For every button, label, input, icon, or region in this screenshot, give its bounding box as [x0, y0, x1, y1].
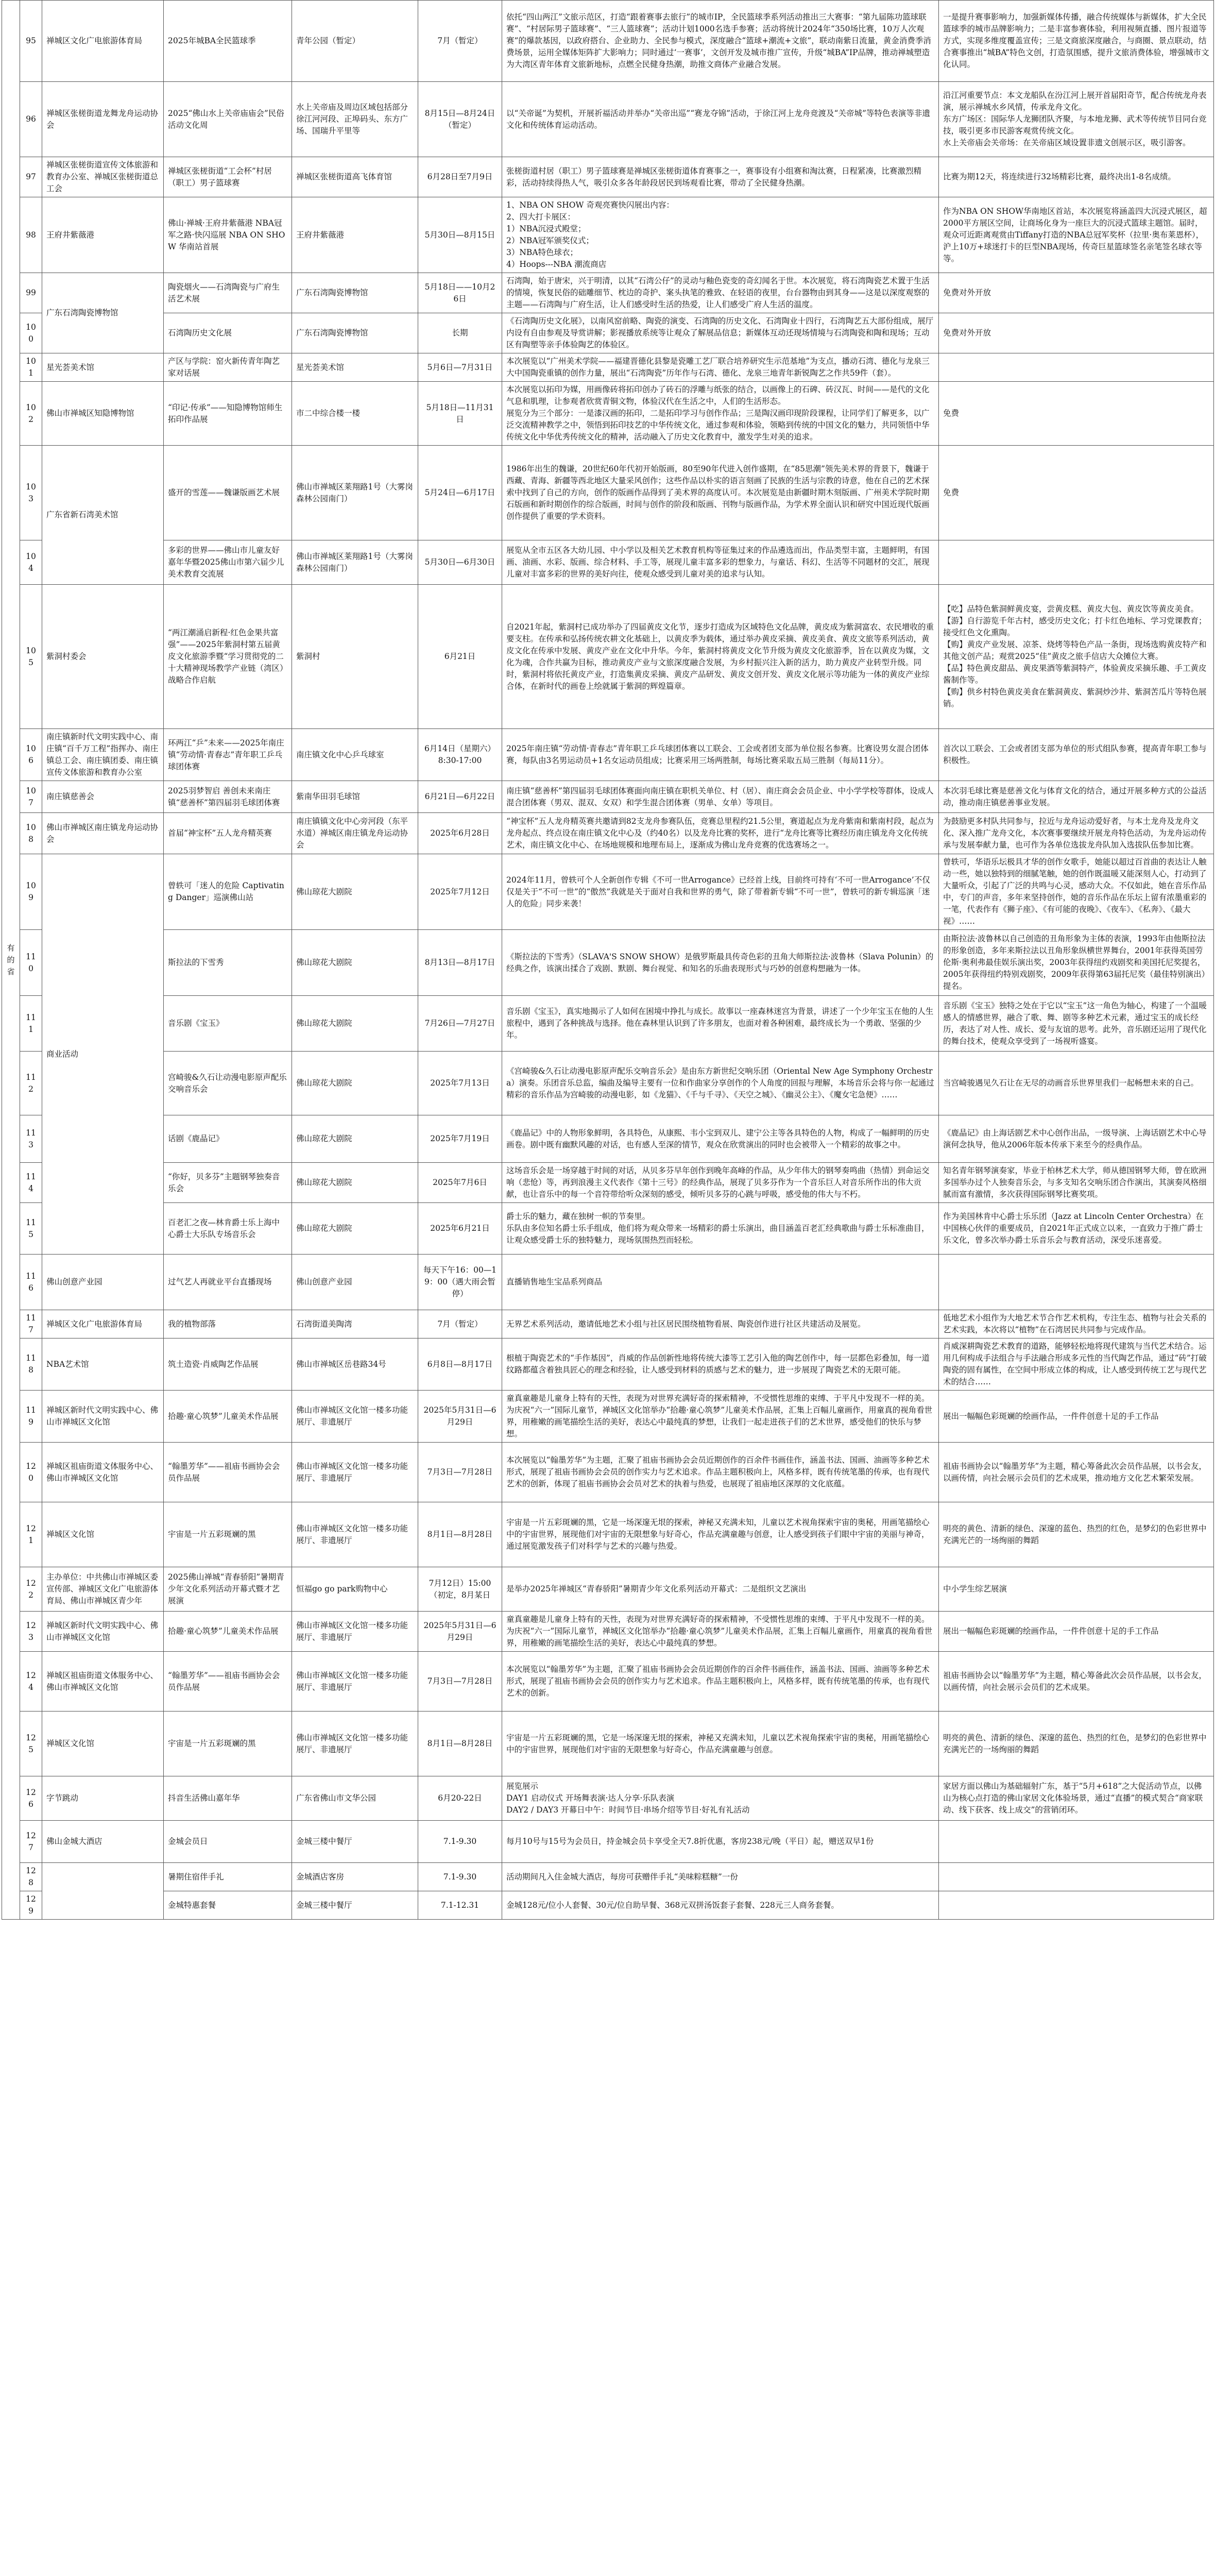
highlight-cell: [939, 1255, 1214, 1310]
table-row: [2, 382, 1214, 446]
venue-cell: 佛山琼花大剧院: [292, 1115, 418, 1163]
venue-cell: 佛山市禅城区莱翔路1号（大雾岗森林公园南门）: [292, 540, 418, 585]
venue-cell: 广东石湾陶瓷博物馆: [292, 313, 418, 353]
activity-title-cell: 斯拉法的下雪秀: [164, 930, 292, 996]
table-row: [2, 729, 1214, 781]
table-row: [2, 1203, 1214, 1255]
venue-cell: 佛山琼花大剧院: [292, 996, 418, 1052]
row-number-cell: 98: [20, 197, 42, 273]
organizer-cell: 南庄镇慈善会: [42, 781, 164, 813]
highlight-cell: 免费: [939, 382, 1214, 446]
activity-title-cell: “印记·传承”——知隐博物馆师生拓印作品展: [164, 382, 292, 446]
description-cell: 依托“四山两江”文旅示范区，打造“跟着赛事去旅行”的城市IP，全民篮球季系列活动推出三大赛事：“第九届陈功篮球联赛”、“村居际男子篮球赛”、“三人篮球赛”；活动计划1000名选手参赛；活动将统计2024年“350场比赛，10万人次观赛”的爆款基因，以政府搭台、企业助力、全民参与模式，深度融合“篮球+潮流+文旅”，联动南紫日流量，黄金消费季消费场景，运用全媒体矩阵扩大影响力；同时通过‘一赛事’，文创开发及城市推广宣传，升级“城BA”IP品牌，推动禅城塑造为大湾区青年体育文旅新地标，点燃全民健身热潮，助推文商体产业融合发展。: [502, 1, 939, 82]
description-cell: 活动期间凡入住金城大酒店，每房可获赠伴手礼“美味粽糕糖”一份: [502, 1863, 939, 1891]
table-row: [2, 930, 1214, 996]
table-row: [2, 540, 1214, 585]
date-cell: 7月（暂定）: [418, 1310, 502, 1338]
highlight-cell: 祖庙书画协会以“翰墨芳华”为主题，精心筹备此次会员作品展，以书会友，以画传情，向社会展示会员们的艺术成果。: [939, 1652, 1214, 1711]
activity-table: [2, 0, 1214, 1920]
table-row: [2, 1163, 1214, 1203]
description-cell: “神宝杯”五人龙舟精英赛共邀请到82支龙舟参赛队伍，竞赛总里程约21.5公里，赛道起点为龙舟紫南和紫南村段，起点为龙舟起点、终点设在南庄镇文化中心及（约40名）以及龙舟比赛的奖杯，进行“龙舟比赛等比赛经历南庄镇龙舟文化传统艺术，南庄镇文化中心、在场地规模和地理布局上，逐渐成为佛山龙舟竞赛的优选赛场之一。: [502, 813, 939, 854]
organizer-cell: 商业活动: [42, 854, 164, 1255]
date-cell: 5月30日—6月30日: [418, 540, 502, 585]
date-cell: 2025年5月31日—6月29日: [418, 1391, 502, 1443]
organizer-cell: 字节跳动: [42, 1776, 164, 1821]
highlight-cell: 作为美国林肯中心爵士乐乐团（Jazz at Lincoln Center Orchestra）在中国核心伙伴的重要成员，自2021年正式成立以来，一直致力于推广爵士乐文化，曾多次举办爵士乐音乐会与教育活动，深受乐迷喜爱。: [939, 1203, 1214, 1255]
highlight-cell: [939, 1863, 1214, 1891]
venue-cell: 佛山琼花大剧院: [292, 854, 418, 930]
highlight-cell: 本次羽毛球比赛是慈善文化与体育文化的结合，通过开展多种方式的公益活动，推动南庄镇慈善事业发展。: [939, 781, 1214, 813]
date-cell: 2025年6月21日: [418, 1203, 502, 1255]
activity-title-cell: 宫崎骏&久石让动漫电影原声配乐交响音乐会: [164, 1052, 292, 1115]
organizer-cell: 佛山市禅城区知隐博物馆: [42, 382, 164, 446]
activity-title-cell: 陶瓷烟火——石湾陶瓷与广府生活艺术展: [164, 273, 292, 313]
venue-cell: 佛山市禅城区文化馆一楼多功能展厅、非遗展厅: [292, 1443, 418, 1502]
table-row: [2, 446, 1214, 540]
highlight-cell: 当宫崎骏遇见久石让在无尽的动画音乐世界里我们一起畅想未来的自己。: [939, 1052, 1214, 1115]
row-number-cell: 117: [20, 1310, 42, 1338]
activity-title-cell: 抖音生活佛山嘉年华: [164, 1776, 292, 1821]
activity-title-cell: “你好，贝多芬”主题钢琴独奏音乐会: [164, 1163, 292, 1203]
row-number-cell: 121: [20, 1502, 42, 1567]
highlight-cell: 展出一幅幅色彩斑斓的绘画作品，一件件创意十足的手工作品: [939, 1612, 1214, 1652]
row-number-cell: 125: [20, 1711, 42, 1776]
activity-title-cell: 2025羽梦智启 善创未来南庄镇“慈善杯”第四届羽毛球团体赛: [164, 781, 292, 813]
highlight-cell: 展出一幅幅色彩斑斓的绘画作品，一件件创意十足的手工作品: [939, 1391, 1214, 1443]
date-cell: 6月8日—8月17日: [418, 1338, 502, 1391]
row-number-cell: 97: [20, 157, 42, 197]
date-cell: 5月18日——10月26日: [418, 273, 502, 313]
table-row: [2, 1443, 1214, 1502]
description-cell: 宇宙是一片五彩斑斓的黑，它是一场深邃无垠的探索，神秘又充满未知，儿童以艺术视角探索宇宙的奥秘，用画笔描绘心中的宇宙世界，展现他们对宇宙的无限想象与好奇心，作品充满童趣与创意，让人感受到孩子们眼中宇宙的美丽与神奇，通过展览激发孩子们对科学与艺术的兴趣与热爱。: [502, 1502, 939, 1567]
description-cell: 爵士乐的魅力，藏在独树一帜的节奏里。 乐队由多位知名爵士乐手组成，他们将为观众带来一场精彩的爵士乐演出，曲目涵盖百老汇经典歌曲与爵士乐标准曲目，让观众感受爵士乐的独特魅力，现场氛围热烈而轻松。: [502, 1203, 939, 1255]
venue-cell: 星光荟美术馆: [292, 353, 418, 382]
description-cell: 根植于陶瓷艺术的“手作基因”，肖威的作品创新性地将传统大漆等工艺引入他的陶艺创作中，每一层都色彩叠加，每一道纹路都蕴含着独具匠心的理念和经验，让人感受到材料的质感与艺术的魅力，进一步展现了陶瓷艺术的无限可能。: [502, 1338, 939, 1391]
activity-title-cell: 过气艺人再就业平台直播现场: [164, 1255, 292, 1310]
date-cell: 2025年7月6日: [418, 1163, 502, 1203]
table-row: [2, 1, 1214, 82]
row-number-cell: 119: [20, 1391, 42, 1443]
date-cell: 6月28日至7月9日: [418, 157, 502, 197]
activity-title-cell: “翰墨芳华”——祖庙书画协会会员作品展: [164, 1652, 292, 1711]
table-row: [2, 1502, 1214, 1567]
activity-title-cell: 话剧《鹿晶记》: [164, 1115, 292, 1163]
venue-cell: 石湾街道美陶湾: [292, 1310, 418, 1338]
venue-cell: 佛山市禅城区文化馆一楼多功能展厅、非遗展厅: [292, 1711, 418, 1776]
activity-title-cell: 筑土造瓷·肖威陶艺作品展: [164, 1338, 292, 1391]
row-number-cell: 110: [20, 930, 42, 996]
row-number-cell: 103: [20, 446, 42, 540]
venue-cell: 南庄镇镇文化中心旁河段（东平水道）禅城区南庄镇龙舟运动协会: [292, 813, 418, 854]
description-cell: 《宫崎骏&久石让动漫电影原声配乐交响音乐会》是由东方新世纪交响乐团（Oriental New Age Symphony Orchestra）演奏。乐团音乐总监，编曲及编导主要有一位和作曲家分享创作的个人角度的回报与理解，本场音乐会将与你一起通过精彩的音乐作品为宫崎骏的动漫电影，如《龙猫》、《千与千寻》、《天空之城》、《幽灵公主》、《魔女宅急便》……: [502, 1052, 939, 1115]
table-row: [2, 353, 1214, 382]
highlight-cell: 知名青年钢琴演奏家，毕业于柏林艺术大学，师从德国钢琴大师，曾在欧洲多国举办过个人独奏音乐会，与多支知名交响乐团合作演出，其演奏风格细腻而富有激情，多次获得国际钢琴比赛奖项。: [939, 1163, 1214, 1203]
organizer-cell: 禅城区文化广电旅游体育局: [42, 1, 164, 82]
description-cell: 这场音乐会是一场穿越于时间的对话，从贝多芬早年创作到晚年高峰的作品，从少年伟大的钢琴奏鸣曲（热情）到命运交响（悲怆）等，再到浪漫主义代表作《第十三号》的经典作品，展现了贝多芬作为一个音乐巨人对音乐所作出的伟大贡献，也让音乐中的每一个音符带给听众深刻的感受，倾听贝多芬的心跳与呼吸，感受他的伟大与不朽。: [502, 1163, 939, 1203]
activity-title-cell: 百老汇之夜—林肯爵士乐上海中心爵士大乐队专场音乐会: [164, 1203, 292, 1255]
activity-title-cell: 环两江“乒”未来——2025年南庄镇“劳动情·青春志”青年职工乒乓球团体赛: [164, 729, 292, 781]
row-number-cell: 118: [20, 1338, 42, 1391]
organizer-cell: 禅城区新时代文明实践中心、佛山市禅城区文化馆: [42, 1391, 164, 1443]
venue-cell: 水上关帝庙及周边区域包括部分徐江河河段、正埠码头、东方广场、国瑞升平里等: [292, 82, 418, 157]
row-number-cell: 123: [20, 1612, 42, 1652]
table-row: [2, 1310, 1214, 1338]
row-number-cell: 124: [20, 1652, 42, 1711]
highlight-cell: 曾轶可，华语乐坛极具才华的创作女歌手，她能以超过百首曲的表达让人触动一些，她以独特到的细腻笔触，她的创作既温暖又能深刻人心，打动到了大量听众，引起了广泛的共鸣与心灵，感动大众。不仅如此，她在音乐作品中，专门的声音，多年来坚持创作，她的音乐作品在乐坛上留有浓墨重彩的一笔，代表作有《狮子座》、《有可能的夜晚》、《夜车》、《私奔》、《最大视》……: [939, 854, 1214, 930]
activity-title-cell: 多彩的世界——佛山市儿童友好嘉年华暨2025佛山市第六届少儿美术教育交流展: [164, 540, 292, 585]
activity-title-cell: 首届“神宝杯”五人龙舟精英赛: [164, 813, 292, 854]
description-cell: 1、NBA ON SHOW 奇观亮赛快闪展出内容： 2、四大打卡展区： 1）NBA沉浸式殿堂； 2）NBA冠军颁奖仪式； 3）NBA特色球衣； 4）Hoops---NBA 潮流商店: [502, 197, 939, 273]
row-number-cell: 112: [20, 1052, 42, 1115]
date-cell: 6月21日—6月22日: [418, 781, 502, 813]
date-cell: 8月15日—8月24日（暂定）: [418, 82, 502, 157]
activity-title-cell: 曾轶可「迷人的危险 Captivating Danger」巡演佛山站: [164, 854, 292, 930]
row-number-cell: 109: [20, 854, 42, 930]
highlight-cell: [939, 540, 1214, 585]
organizer-cell: 王府井紫薇港: [42, 197, 164, 273]
highlight-cell: 祖庙书画协会以“翰墨芳华”为主题，精心筹备此次会员作品展，以书会友，以画传情，向社会展示会员们的艺术成果，推动地方文化艺术繁荣发展。: [939, 1443, 1214, 1502]
activity-title-cell: “两江潮涌启新程·红色金果共富强”——2025年紫洞村第五届黄皮文化旅游季暨“学习贯彻党的二十大精神现场教学产业链（湾区）战略合作启航: [164, 585, 292, 729]
table-row: [2, 813, 1214, 854]
venue-cell: 紫南华田羽毛球馆: [292, 781, 418, 813]
description-cell: 南庄镇“慈善杯”第四届羽毛球团体赛面向南庄镇在职机关单位、村（居）、南庄商会会员企业、中小学学校等群体，设成人混合团体赛（男双、混双、女双）和学生混合团体赛（男单、女单）等项目。: [502, 781, 939, 813]
row-number-cell: 114: [20, 1163, 42, 1203]
venue-cell: 市二中综合楼一楼: [292, 382, 418, 446]
venue-cell: 王府井紫薇港: [292, 197, 418, 273]
venue-cell: 佛山琼花大剧院: [292, 1163, 418, 1203]
description-cell: 以“关帝诞”为契机，开展祈福活动并举办“关帝出巡”“赛龙夺锦”活动，于徐江河上龙舟竞渡及“关帝城”等特色表演等非遗文化和传统体育运动活动。: [502, 82, 939, 157]
highlight-cell: 沿江河重要节点：本文龙船队在汾江河上展开首届阳奇节，配合传统龙舟表演，展示禅城水乡风情，传承龙舟文化。 东方广场区：国际华人龙狮团队齐聚，与本地龙狮、武术等传统节目同台竞技，吸引更多市民游客观赏传统文化。 水上关帝庙会关帝场：在关帝庙区域设置非遗文创展示区，吸引游客。: [939, 82, 1214, 157]
activity-title-cell: “翰墨芳华”——祖庙书画协会会员作品展: [164, 1443, 292, 1502]
date-cell: 7.1-12.31: [418, 1891, 502, 1920]
organizer-cell: 禅城区张槎街道龙舞龙舟运动协会: [42, 82, 164, 157]
organizer-cell: 佛山创意产业园: [42, 1255, 164, 1310]
venue-cell: 金城三楼中餐厅: [292, 1821, 418, 1863]
activity-title-cell: 音乐剧《宝玉》: [164, 996, 292, 1052]
highlight-cell: [939, 1891, 1214, 1920]
highlight-cell: 免费: [939, 446, 1214, 540]
activity-title-cell: 暑期住宿伴手礼: [164, 1863, 292, 1891]
table-row: [2, 1391, 1214, 1443]
table-row: [2, 1891, 1214, 1920]
venue-cell: 佛山市禅城区莱翔路1号（大雾岗森林公园南门）: [292, 446, 418, 540]
organizer-cell: 禅城区文化馆: [42, 1502, 164, 1567]
activity-title-cell: 金城会员日: [164, 1821, 292, 1863]
date-cell: 每天下午16：00—19：00（遇大雨会暂停）: [418, 1255, 502, 1310]
description-cell: 展览从全市五区各大幼儿园、中小学以及相关艺术教育机构等征集过来的作品遴选而出，作品类型丰富，主题鲜明，有国画、油画、水彩、版画、综合材料、手工等，展现儿童丰富多彩的想象力，与童话、科幻、生活等不同题材的交汇，展现儿童对丰富多彩的世界的美好向往，使观众感受到儿童对美的追求与认知。: [502, 540, 939, 585]
date-cell: 8月1日—8月28日: [418, 1502, 502, 1567]
activity-title-cell: 宇宙是一片五彩斑斓的黑: [164, 1502, 292, 1567]
date-cell: 5月24日—6月17日: [418, 446, 502, 540]
venue-cell: 佛山市禅城区文化馆一楼多功能展厅、非遗展厅: [292, 1502, 418, 1567]
organizer-cell: 禅城区祖庙街道文体服务中心、佛山市禅城区文化馆: [42, 1443, 164, 1502]
date-cell: 7月3日—7月28日: [418, 1443, 502, 1502]
description-cell: 本次展览以“翰墨芳华”为主题，汇聚了祖庙书画协会会员近期创作的百余件书画佳作，涵盖书法、国画、油画等多种艺术形式，展现了祖庙书画协会会员的创作实力与艺术追求。作品主题积极向上，风格多样，既有传统笔墨的传承，也有现代艺术的创新，体现了祖庙书画协会会员对艺术的执着与热爱，也展现了祖庙地区深厚的文化底蕴。: [502, 1443, 939, 1502]
venue-cell: 恒福go go park购物中心: [292, 1567, 418, 1612]
activity-title-cell: 2025年城BA全民篮球季: [164, 1, 292, 82]
table-row: [2, 157, 1214, 197]
highlight-cell: 一是提升赛事影响力，加强新媒体传播，融合传统媒体与新媒体，扩大全民篮球季的城市品牌影响力；二是丰富参赛体验，利用视频直播、图片报道等方式，实现多维度覆盖宣传；三是文商旅深度融合，与商圈、景点联动，结合赛事推出“城BA”特色文创，打造氛围感，提升文旅消费体验，增强城市文化认同。: [939, 1, 1214, 82]
row-number-cell: 122: [20, 1567, 42, 1612]
date-cell: 7月（暂定）: [418, 1, 502, 82]
row-number-cell: 115: [20, 1203, 42, 1255]
table-row: [2, 82, 1214, 157]
table-row: [2, 1567, 1214, 1612]
organizer-cell: 禅城区祖庙街道文体服务中心、佛山市禅城区文化馆: [42, 1652, 164, 1711]
date-cell: 6月21日: [418, 585, 502, 729]
table-row: [2, 1863, 1214, 1891]
date-cell: 2025年7月13日: [418, 1052, 502, 1115]
activity-title-cell: 石湾陶历史文化展: [164, 313, 292, 353]
highlight-cell: 比赛为期12天，将连续进行32场精彩比赛，最终决出1-8名成绩。: [939, 157, 1214, 197]
venue-cell: 禅城区张槎街道高飞体育馆: [292, 157, 418, 197]
organizer-cell: [42, 1863, 164, 1920]
row-number-cell: 111: [20, 996, 42, 1052]
activity-title-cell: 盛开的雪莲——魏谦版画艺术展: [164, 446, 292, 540]
organizer-cell: 广东省新石湾美术馆: [42, 446, 164, 585]
date-cell: 2025年7月19日: [418, 1115, 502, 1163]
row-number-cell: 107: [20, 781, 42, 813]
highlight-cell: 低地艺术小组作为大地艺术节合作艺术机构，专注生态、植物与社会关系的艺术实践，本次将以“植物”在石湾居民共同参与完成作品。: [939, 1310, 1214, 1338]
activity-title-cell: 2025“佛山水上关帝庙庙会”民俗活动文化周: [164, 82, 292, 157]
table-row: [2, 585, 1214, 729]
highlight-cell: 【吃】品特色紫洞鲜黄皮宴，尝黄皮糕、黄皮大包、黄皮饮等黄皮美食。 【游】自行游览千年古村，感受历史文化；打卡红色地标、学习党课教育；接受红色文化熏陶。 【购】黄皮产业发展、凉茶、烧烤等特色产品一条街，现场选购黄皮特产和其他文创产品；观赏2025“佳”黄皮之旅手信店大众摊位大赛。 【品】特色黄皮甜品、黄皮果酒等紫洞特产，体验黄皮采摘乐趣、手工黄皮酱制作等。 【购】供乡村特色黄皮美食在紫洞黄皮、紫洞炒沙井、紫洞苦瓜片等特色展销。: [939, 585, 1214, 729]
description-cell: 每月10号与15号为会员日，持金城会员卡享受全天7.8折优惠，客房238元/晚（平日）起，赠送双早1份: [502, 1821, 939, 1863]
activity-table-wrap: [2, 0, 1213, 1920]
row-number-cell: 108: [20, 813, 42, 854]
date-cell: 7.1-9.30: [418, 1863, 502, 1891]
date-cell: 2025年6月28日: [418, 813, 502, 854]
table-row: [2, 273, 1214, 313]
activity-title-cell: 产区与学院：窑火新传青年陶艺家对话展: [164, 353, 292, 382]
highlight-cell: 家居方面以佛山为基础辐射广东，基于“5月+618”之大促活动节点，以佛山为核心点打造的佛山家居文化体验场景，通过“直播”的模式契合“商家联动、线下获客、线上成交”的营销闭环。: [939, 1776, 1214, 1821]
highlight-cell: 明亮的黄色、清新的绿色、深邃的蓝色、热烈的红色，是梦幻的色彩世界中充满光芒的一场绚丽的舞蹈: [939, 1711, 1214, 1776]
venue-cell: 佛山市禅城区文化馆一楼多功能展厅、非遗展厅: [292, 1391, 418, 1443]
highlight-cell: [939, 1821, 1214, 1863]
table-row: [2, 197, 1214, 273]
highlight-cell: 明亮的黄色、清新的绿色、深邃的蓝色、热烈的红色，是梦幻的色彩世界中充满光芒的一场绚丽的舞蹈: [939, 1502, 1214, 1567]
description-cell: 本次展览以拓印为媒，用画像砖将拓印创办了砖石的浮雕与纸张的结合，以画像上的石碑、砖汉瓦、时间——是代的文化气息和肌理，让参观者欣赏青铜文物，体验汉代在生活之中，人们的生活形态。 展览分为三个部分：一是漆汉画的拓印，二是拓印学习与创作作品；三是陶汉画印现阶段课程，让同学们了解更多，以广泛交流精神教学之中，领悟到拓印技艺的中华传统文化，通过参观和体验，领略到传统的中国文化的魅力，共同领悟中华传统文化中华优秀传统文化的精神，活动融入了历史文化教育中，激发学生对美的追求。: [502, 382, 939, 446]
venue-cell: 佛山创意产业园: [292, 1255, 418, 1310]
category-cell: 有的省: [2, 1, 20, 1920]
table-row: [2, 1711, 1214, 1776]
row-number-cell: 128: [20, 1863, 42, 1891]
description-cell: 石湾陶，始于唐宋，兴于明清，以其“石湾公仔”的灵动与釉色瓷变的奇幻闻名于世。本次展览，将石湾陶瓷艺术置于生活的情境，恢复民俗的础雕细节、枕边的奇护、案头执笔的雅致、在轻语的夜里，台台器物由到其身——这是以深度观察的主题——石湾陶与广府生活，让人们感受时生活的热爱，让人们感受广府人生活的温度。: [502, 273, 939, 313]
activity-title-cell: 禅城区张槎街道“工会杯”村居（职工）男子篮球赛: [164, 157, 292, 197]
venue-cell: 金城三楼中餐厅: [292, 1891, 418, 1920]
organizer-cell: 禅城区新时代文明实践中心、佛山市禅城区文化馆: [42, 1612, 164, 1652]
row-number-cell: 96: [20, 82, 42, 157]
description-cell: 直播销售地生宝品系列商品: [502, 1255, 939, 1310]
highlight-cell: 《鹿晶记》由上海话剧艺术中心创作出品，一级导演、上海话剧艺术中心导演何念执导，他从2006年版本传承下来至今的经典作品。: [939, 1115, 1214, 1163]
table-row: [2, 1776, 1214, 1821]
highlight-cell: 免费对外开放: [939, 273, 1214, 313]
activity-title-cell: 佛山·禅城·王府井紫薇港 NBA冠军之路·快闪巡展 NBA ON SHOW 华南站首展: [164, 197, 292, 273]
date-cell: 6月14日（星期六）8:30-17:00: [418, 729, 502, 781]
description-cell: 金城128元/位小人套餐、30元/位自助早餐、368元双拼汤饭套子套餐、228元三人商务套餐。: [502, 1891, 939, 1920]
highlight-cell: 免费对外开放: [939, 313, 1214, 353]
venue-cell: 青年公园（暂定）: [292, 1, 418, 82]
table-row: [2, 1652, 1214, 1711]
date-cell: 5月6日—7月31日: [418, 353, 502, 382]
description-cell: 本次展览以“翰墨芳华”为主题，汇聚了祖庙书画协会会员近期创作的百余件书画佳作，涵盖书法、国画、油画等多种艺术形式，展现了祖庙书画协会会员的创作实力与艺术追求。作品主题积极向上，风格多样，既有传统笔墨的传承，也有现代艺术的创新。: [502, 1652, 939, 1711]
description-cell: 无界艺术系列活动，邀请低地艺术小组与社区居民围绕植物看展、陶瓷创作进行社区共建活动及展览。: [502, 1310, 939, 1338]
description-cell: 音乐剧《宝玉》，真实地揭示了人如何在困境中挣扎与成长。故事以一座森林迷宫为背景，讲述了一个少年宝玉在他的人生旅程中，遇到了各种挑战与选择。他在森林里认识到了许多朋友，也面对着各种困难，最终成长为一个勇敢、坚强的少年。: [502, 996, 939, 1052]
highlight-cell: 中小学生综艺展演: [939, 1567, 1214, 1612]
venue-cell: 佛山琼花大剧院: [292, 930, 418, 996]
date-cell: 5月18日—11月31日: [418, 382, 502, 446]
description-cell: 《斯拉法的下雪秀》（SLAVA'S SNOW SHOW）是俄罗斯最具传奇色彩的丑角大师斯拉法·波鲁林（Slava Polunin）的经典之作，该演出揉合了戏剧、默剧、舞台视觉、和知名的乐曲表现形式与巧妙的创意构想融为一体。: [502, 930, 939, 996]
venue-cell: 广东省佛山市文华公园: [292, 1776, 418, 1821]
row-number-cell: 120: [20, 1443, 42, 1502]
description-cell: 童真童趣是儿童身上特有的天性，表现为对世界充满好奇的探索精神，不受惯性思维的束缚、于平凡中发现不一样的美。为庆祝“六一”国际儿童节，禅城区文化馆举办“拾趣·童心筑梦”儿童美术作品展，汇集上百幅儿童画作，用童真的视角看世界，用稚嫩的画笔描绘生活的美好，表达心中最纯真的梦想。: [502, 1612, 939, 1652]
table-row: [2, 996, 1214, 1052]
table-row: [2, 1115, 1214, 1163]
activity-title-cell: 金城特惠套餐: [164, 1891, 292, 1920]
highlight-cell: 为鼓励更多村队共同参与，拉近与龙舟运动爱好者，与本土龙舟及龙舟文化、深入推广龙舟文化，本次赛事要继续开展龙舟特色活动，为龙舟运动传承与发展奉献力量，也可作为各单位选拔龙舟队加入选拔队伍参加比赛。: [939, 813, 1214, 854]
description-cell: 2024年11月，曾轶可个人全新创作专辑《不可一世Arrogance》已经首上线，目前终可持有‘不可一世Arrogance’不仅仅是关于“不可一世”的“傲然”我就是关于面对自我和世界的勇气，除了带着新专辑“不可一世”，曾轶可的新专辑巡演「迷人的危险」同步来袭！: [502, 854, 939, 930]
row-number-cell: 99: [20, 273, 42, 313]
description-cell: 《鹿晶记》中的人物形象鲜明，各具特色，从康熙、韦小宝到双儿、建宁公主等各具特色的人物，构成了一幅鲜明的历史画卷。剧中既有幽默风趣的对话，也有感人至深的情节，观众在欣赏演出的同时也会被带入一个精彩的故事之中。: [502, 1115, 939, 1163]
date-cell: 8月13日—8月17日: [418, 930, 502, 996]
description-cell: 张槎街道村居（职工）男子篮球赛是禅城区张槎街道体育赛事之一，赛事设有小组赛和淘汰赛，日程紧凑，比赛激烈精彩，活动持续得热人气，吸引众多各年龄段居民到场观看比赛，带动了全民健身热潮。: [502, 157, 939, 197]
description-cell: 是举办2025年禅城区“青春骄阳”暑期青少年文化系列活动开幕式：二是组织文艺演出: [502, 1567, 939, 1612]
highlight-cell: [939, 353, 1214, 382]
venue-cell: 紫洞村: [292, 585, 418, 729]
description-cell: 宇宙是一片五彩斑斓的黑，它是一场深邃无垠的探索，神秘又充满未知，儿童以艺术视角探索宇宙的奥秘，用画笔描绘心中的宇宙世界，展现他们对宇宙的无限想象与好奇心，作品充满童趣与创意。: [502, 1711, 939, 1776]
row-number-cell: 127: [20, 1821, 42, 1863]
description-cell: 童真童趣是儿童身上特有的天性，表现为对世界充满好奇的探索精神，不受惯性思维的束缚、于平凡中发现不一样的美。为庆祝“六一”国际儿童节，禅城区文化馆举办“拾趣·童心筑梦”儿童美术作品展，汇集上百幅儿童画作，用童真的视角看世界，用稚嫩的画笔描绘生活的美好，表达心中最纯真的梦想，让我们一起走进孩子们的艺术世界，感受他们的快乐与梦想。: [502, 1391, 939, 1443]
table-row: [2, 854, 1214, 930]
highlight-cell: 作为NBA ON SHOW华南地区首站，本次展览将涵盖四大沉浸式展区，超2000平方展区空间，让商场化身为一座巨大的沉浸式篮球主题馆。届时，观众可近距离观赏由Tiffany打造的NBA总冠军奖杯（拉里·奥布莱恩杯），沪上10万+球迷打卡的巨型NBA现场，传奇巨星篮球签名亲笔签名球衣等等。: [939, 197, 1214, 273]
table-row: [2, 1338, 1214, 1391]
row-number-cell: 104: [20, 540, 42, 585]
description-cell: 1986年出生的魏谦，20世纪60年代初开始版画，80至90年代进入创作盛期，在“85思潮”领先美术界的背景下，魏谦于西藏、青海、新疆等西北地区大量采风创作；这些作品以朴实的语言刻画了民族的生活与宗教的诗意，他在自己的艺术探索中找到了自己的方向，创作的版画作品得到了美术界的高度认可。本次展览是由新疆时期木刻版画、广州美术学院时期石版画和新时期创作的综合版画，时间与创作的阶段和版画、刊物与版画作品，为学术界全面认识和研究中国近现代版画创作提供了重要的学术资料。: [502, 446, 939, 540]
description-cell: 本次展览以“广州美术学院——福建晋德化县黎是瓷雕工艺厂联合培养研究生示范基地”为支点，播动石湾、德化与龙泉三大中国陶瓷重镇的创作力量，展出“石湾陶瓷”历年作与石湾、德化、龙泉三地青年新锐陶艺之作共59件（套）。: [502, 353, 939, 382]
row-number-cell: 129: [20, 1891, 42, 1920]
date-cell: 7月3日—7月28日: [418, 1652, 502, 1711]
organizer-cell: 佛山金城大酒店: [42, 1821, 164, 1863]
venue-cell: 佛山琼花大剧院: [292, 1203, 418, 1255]
row-number-cell: 105: [20, 585, 42, 729]
table-row: [2, 313, 1214, 353]
row-number-cell: 113: [20, 1115, 42, 1163]
row-number-cell: 126: [20, 1776, 42, 1821]
date-cell: 7.1-9.30: [418, 1821, 502, 1863]
activity-title-cell: 拾趣·童心筑梦”儿童美术作品展: [164, 1612, 292, 1652]
row-number-cell: 102: [20, 382, 42, 446]
description-cell: 《石湾陶历史文化展》，以南风窑前略、陶瓷的演变、石湾陶的历史文化、石湾陶业十四行，石湾陶艺五大部份组成，展厅内设有自由参观及导赏讲解；影视播放系统等让观众了解展品信息；新媒体互动还现场情境与石湾陶瓷和陶和现场；互动区有陶塑等亲手体验陶艺的体验区。: [502, 313, 939, 353]
venue-cell: 佛山市禅城区岳巷路34号: [292, 1338, 418, 1391]
venue-cell: 佛山市禅城区文化馆一楼多功能展厅、非遗展厅: [292, 1612, 418, 1652]
activity-title-cell: 宇宙是一片五彩斑斓的黑: [164, 1711, 292, 1776]
description-cell: 展览展示 DAY1 启动仪式 开场舞表演·达人分享·乐队表演 DAY2 / DAY3 开幕日中午：时间节目·串场介绍等节目·好礼有礼活动: [502, 1776, 939, 1821]
date-cell: 7月12日）15:00（初定，8月某日: [418, 1567, 502, 1612]
organizer-cell: NBA艺术馆: [42, 1338, 164, 1391]
organizer-cell: 主办单位：中共佛山市禅城区委宣传部、禅城区文化广电旅游体育局、佛山市禅城区青少年: [42, 1567, 164, 1612]
activity-title-cell: 拾趣·童心筑梦”儿童美术作品展: [164, 1391, 292, 1443]
table-body: [2, 1, 1214, 1920]
date-cell: 2025年7月12日: [418, 854, 502, 930]
table-row: [2, 1255, 1214, 1310]
venue-cell: 南庄镇文化中心乒乓球室: [292, 729, 418, 781]
row-number-cell: 100: [20, 313, 42, 353]
highlight-cell: 肖威深耕陶瓷艺术教育的道路，能够轻松地将现代建筑与当代艺术结合。运用几何构成手法组合与手法融合形成多元性的当代陶艺作品，通过“砖”打破陶瓷的固有属性，在空间中形成立体的构成，让人感受到传统工艺与现代艺术的结合……: [939, 1338, 1214, 1391]
activity-title-cell: 我的植物部落: [164, 1310, 292, 1338]
venue-cell: 广东石湾陶瓷博物馆: [292, 273, 418, 313]
date-cell: 5月30日—8月15日: [418, 197, 502, 273]
date-cell: 7月26日—7月27日: [418, 996, 502, 1052]
organizer-cell: 禅城区文化广电旅游体育局: [42, 1310, 164, 1338]
table-row: [2, 1821, 1214, 1863]
table-row: [2, 1612, 1214, 1652]
organizer-cell: 星光荟美术馆: [42, 353, 164, 382]
row-number-cell: 106: [20, 729, 42, 781]
description-cell: 自2021年起，紫洞村已成功举办了四届黄皮文化节，逐步打造成为区域特色文化品牌，黄皮成为紫洞富农、农民增收的重要支柱。在传承和弘扬传统农耕文化基础上，以黄皮季为载体，通过举办黄皮采摘、黄皮美食、黄皮文旅等系列活动，黄皮文化在传承中发展、黄皮产业在文化中升华。今年，紫洞村将黄皮文化节升级为黄皮文化旅游季，旨在以黄皮为媒，文化为魂，合作共赢为目标，推动黄皮产业与文旅深度融合发展，为乡村振兴注入新的活力，助力黄皮产业转型升级。同时，紫洞村将依托黄皮产业，打造集黄皮采摘、黄皮产品研发、黄皮文创开发、黄皮文化展示等功能为一体的黄皮产业综合体，在新时代的画卷上绘就属于紫洞的辉煌篇章。: [502, 585, 939, 729]
highlight-cell: 由斯拉法·波鲁林以自己创造的丑角形象为主体的表演，1993年由他斯拉法的形象创造，多年来斯拉法以丑角形象纵横世界舞台，2001年获得英国劳伦斯·奥利弗最佳娱乐演出奖，2003年获得纽约戏剧奖和美国托尼奖提名，2005年获得纽约特别戏剧奖，2009年获得第63届托尼奖（最佳特别演出）提名。: [939, 930, 1214, 996]
row-number-cell: 95: [20, 1, 42, 82]
date-cell: 6月20-22日: [418, 1776, 502, 1821]
date-cell: 8月1日—8月28日: [418, 1711, 502, 1776]
description-cell: 2025年南庄镇“劳动情·青春志”青年职工乒乓球团体赛以工联会、工会或者团支部为单位报名参赛。比赛设男女混合团体赛，每队由3名男运动员+1名女运动员组成；比赛采用三场两胜制，每场比赛采取五局三胜制（每局11分）。: [502, 729, 939, 781]
activity-title-cell: 2025佛山禅城“青春骄阳”暑期青少年文化系列活动开幕式暨才艺展演: [164, 1567, 292, 1612]
table-row: [2, 1052, 1214, 1115]
row-number-cell: 101: [20, 353, 42, 382]
organizer-cell: 佛山市禅城区南庄镇龙舟运动协会: [42, 813, 164, 854]
organizer-cell: 禅城区文化馆: [42, 1711, 164, 1776]
organizer-cell: 紫洞村委会: [42, 585, 164, 729]
highlight-cell: 首次以工联会、工会或者团支部为单位的形式组队参赛，提高青年职工参与积极性。: [939, 729, 1214, 781]
venue-cell: 佛山琼花大剧院: [292, 1052, 418, 1115]
table-row: [2, 781, 1214, 813]
organizer-cell: 南庄镇新时代文明实践中心、南庄镇“百千万工程”指挥办、南庄镇总工会、南庄镇团委、南庄镇宣传文体旅游和教育办公室: [42, 729, 164, 781]
date-cell: 2025年5月31日—6月29日: [418, 1612, 502, 1652]
date-cell: 长期: [418, 313, 502, 353]
organizer-cell: 禅城区张槎街道宣传文体旅游和教育办公室、禅城区张槎街道总工会: [42, 157, 164, 197]
highlight-cell: 音乐剧《宝玉》独特之处在于它以“宝玉”这一角色为轴心，构建了一个温暖感人的情感世界，融合了歌、舞、剧等多种艺术元素，通过宝玉的成长经历，表达了对人性、成长、爱与友谊的思考。此外，音乐剧还运用了现代化的舞台技术，使观众享受到了一场视听盛宴。: [939, 996, 1214, 1052]
venue-cell: 金城酒店客房: [292, 1863, 418, 1891]
organizer-cell: 广东石湾陶瓷博物馆: [42, 273, 164, 353]
venue-cell: 佛山市禅城区文化馆一楼多功能展厅、非遗展厅: [292, 1652, 418, 1711]
row-number-cell: 116: [20, 1255, 42, 1310]
